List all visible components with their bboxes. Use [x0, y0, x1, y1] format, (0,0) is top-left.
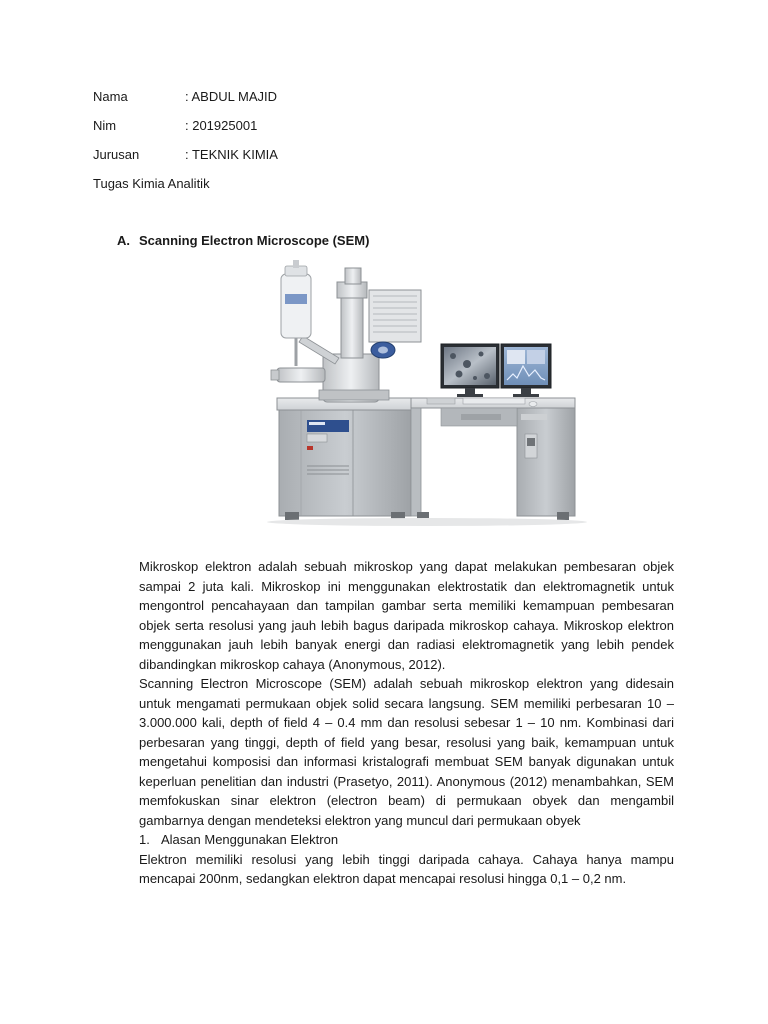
section-letter: A. [117, 233, 130, 248]
operator-desk [411, 398, 575, 520]
nim-row [93, 118, 257, 134]
paragraph-2: Scanning Electron Microscope (SEM) adalah sebuah mikroskop elektron yang didesain untuk mengamati permukaan objek solid secara langsung. SEM memiliki perbesaran 10 – 3.000.000 kali, depth of field 4 – 0.4 mm dan resolusi sebesar 1 – 10 nm. Kombinasi dari perbesaran yang tinggi, depth of field yang besar, resolusi yang baik, kemampuan untuk mengetahui komposisi dan informasi kristalografi membuat SEM banyak digunakan untuk keperluan penelitian dan industri (Prasetyo, 2011). Anonymous (2012) menambahkan, SEM memfokuskan sinar elektron (electron beam) di permukaan obyek dan mengambil gambarnya dengan mendeteksi elektron yang muncul dari permukaan obyek [139, 676, 674, 828]
dewar-tank [281, 260, 311, 366]
assignment-title: Tugas Kimia Analitik [93, 176, 210, 191]
subsection-number: 1. [139, 832, 150, 847]
monitors [427, 344, 551, 407]
name-label: Nama [93, 89, 128, 104]
major-value: : TEKNIK KIMIA [185, 147, 278, 162]
paragraph-3: Elektron memiliki resolusi yang lebih tinggi daripada cahaya. Cahaya hanya mampu mencapai 200nm, sedangkan elektron dapat mencapai resolusi hingga 0,1 – 0,2 nm. [139, 851, 674, 886]
body-text [139, 557, 674, 889]
main-cabinet [277, 398, 413, 520]
section-heading [117, 233, 369, 249]
section-title: Scanning Electron Microscope (SEM) [139, 233, 370, 248]
subsection-heading [139, 830, 674, 850]
nim-label: Nim [93, 118, 117, 133]
name-value: : ABDUL MAJID [185, 89, 277, 104]
name-row [93, 89, 277, 105]
major-row [93, 147, 278, 163]
paragraph-1: Mikroskop elektron adalah sebuah mikroskop yang dapat melakukan pembesaran objek sampai 2 juta kali. Mikroskop ini menggunakan elektrostatik dan elektromagnetik untuk mengontrol pencahayaan dan tampilan gambar serta memiliki kemampuan pembesaran objek serta resolusi yang jauh lebih bagus daripada mikroskop cahaya. Mikroskop elektron menggunakan jauh lebih banyak energi dan radiasi elektromagnetik yang lebih pendek dibandingkan mikroskop cahaya (Anonymous, 2012). [139, 559, 674, 672]
subsection-title: Alasan Menggunakan Elektron [161, 832, 339, 847]
sem-instrument-image [241, 254, 587, 540]
nim-value: : 201925001 [185, 118, 258, 133]
major-label: Jurusan [93, 147, 140, 162]
